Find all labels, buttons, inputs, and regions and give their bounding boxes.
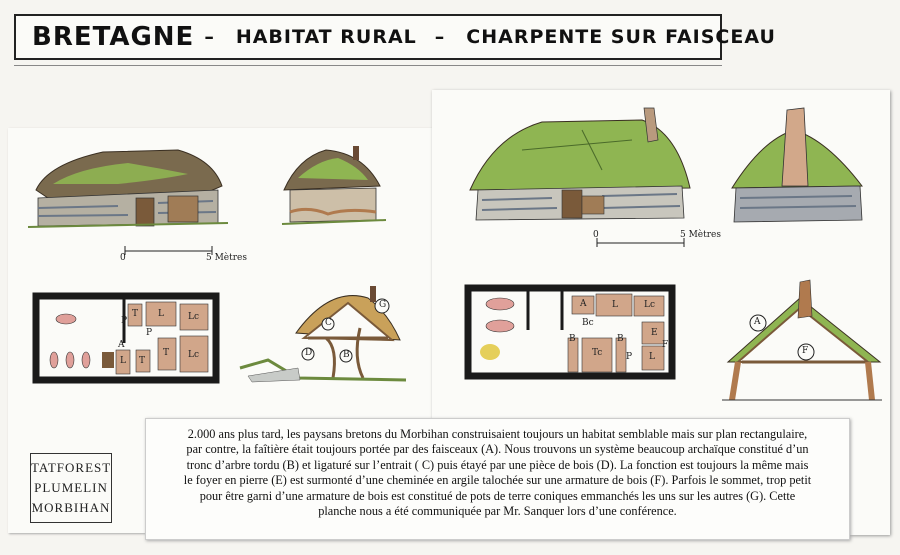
divider bbox=[14, 65, 722, 66]
stamp-line: MORBIHAN bbox=[31, 500, 111, 515]
plan-label: Lc bbox=[188, 312, 200, 322]
plan-label: B bbox=[617, 334, 624, 344]
title-topic: CHARPENTE SUR FAISCEAU bbox=[466, 26, 776, 48]
plan-label: P bbox=[146, 328, 153, 338]
section-label: A bbox=[754, 317, 761, 327]
plan-label: Bc bbox=[582, 318, 594, 328]
location-stamp bbox=[30, 453, 112, 523]
plan-label: L bbox=[120, 356, 126, 366]
title-subject: HABITAT RURAL bbox=[235, 26, 417, 48]
scale-zero: 0 bbox=[593, 230, 599, 240]
title-region: BRETAGNE bbox=[32, 22, 195, 52]
scale-label: 5 Mètres bbox=[206, 253, 247, 263]
plan-label: A bbox=[118, 340, 125, 350]
plan-label: P bbox=[121, 316, 128, 326]
plan-label: P bbox=[626, 352, 633, 362]
scale-label: 5 Mètres bbox=[680, 230, 721, 240]
plan-label: T bbox=[132, 309, 139, 319]
plan-label: T bbox=[163, 348, 170, 358]
scale-zero: 0 bbox=[120, 253, 126, 263]
section-label: C bbox=[325, 318, 332, 328]
scale-bar bbox=[597, 238, 684, 247]
gable-elevation bbox=[732, 108, 862, 222]
page-title bbox=[14, 14, 776, 60]
longhouse-floor-plan bbox=[36, 296, 216, 380]
plan-label: L bbox=[158, 309, 164, 319]
plan-label: A bbox=[580, 299, 587, 309]
scale-bar bbox=[125, 246, 212, 255]
house-floor-plan bbox=[468, 288, 672, 376]
house-section bbox=[722, 280, 882, 400]
plan-label: Tc bbox=[592, 348, 603, 358]
section-label: F bbox=[802, 346, 809, 356]
house-elevation bbox=[470, 108, 690, 220]
section-label: D bbox=[305, 348, 313, 358]
section-label: G bbox=[379, 300, 387, 310]
round-hut-elevation bbox=[282, 146, 386, 224]
title-separator: – bbox=[204, 26, 214, 48]
description-text: 2.000 ans plus tard, les paysans bretons du Morbihan construisaient toujours un habitat semblable mais sur plan rectangulaire, par contre, la faîtière était toujours portée par des faisceaux (A). Nous trouvons un système beaucoup archaïque constitué d’un tronc d’arbre tordu (B) et ligaturé sur l’entrait ( C) puis étayé par une pièce de bois (D). La fonction est toujours la même mais le foyer en pierre (E) est surmonté d’une cheminée en argile talochée sur une armature de bois (F). Parfois le sommet, trop petit pour être garni d’une armature de bois est constitué de pots de terre coniques emmanchés les uns sur les autres (G). Cette planche nous a été communiquée par Mr. Sanquer lors d’une conférence. bbox=[183, 427, 812, 519]
plan-label: Lc bbox=[644, 300, 656, 310]
plan-label: Lc bbox=[188, 350, 200, 360]
plan-label: L bbox=[649, 352, 655, 362]
stamp-line: PLUMELIN bbox=[34, 480, 108, 495]
plan-label: T bbox=[139, 356, 146, 366]
stamp-line: TATFOREST bbox=[31, 460, 112, 475]
plan-label: L bbox=[612, 300, 618, 310]
plan-label: B bbox=[569, 334, 576, 344]
description-box bbox=[145, 418, 850, 540]
plan-label: F bbox=[662, 340, 669, 350]
title-separator: – bbox=[434, 26, 445, 48]
longhouse-elevation bbox=[28, 150, 228, 227]
plan-label: E bbox=[651, 328, 658, 338]
section-label: B bbox=[343, 350, 350, 360]
